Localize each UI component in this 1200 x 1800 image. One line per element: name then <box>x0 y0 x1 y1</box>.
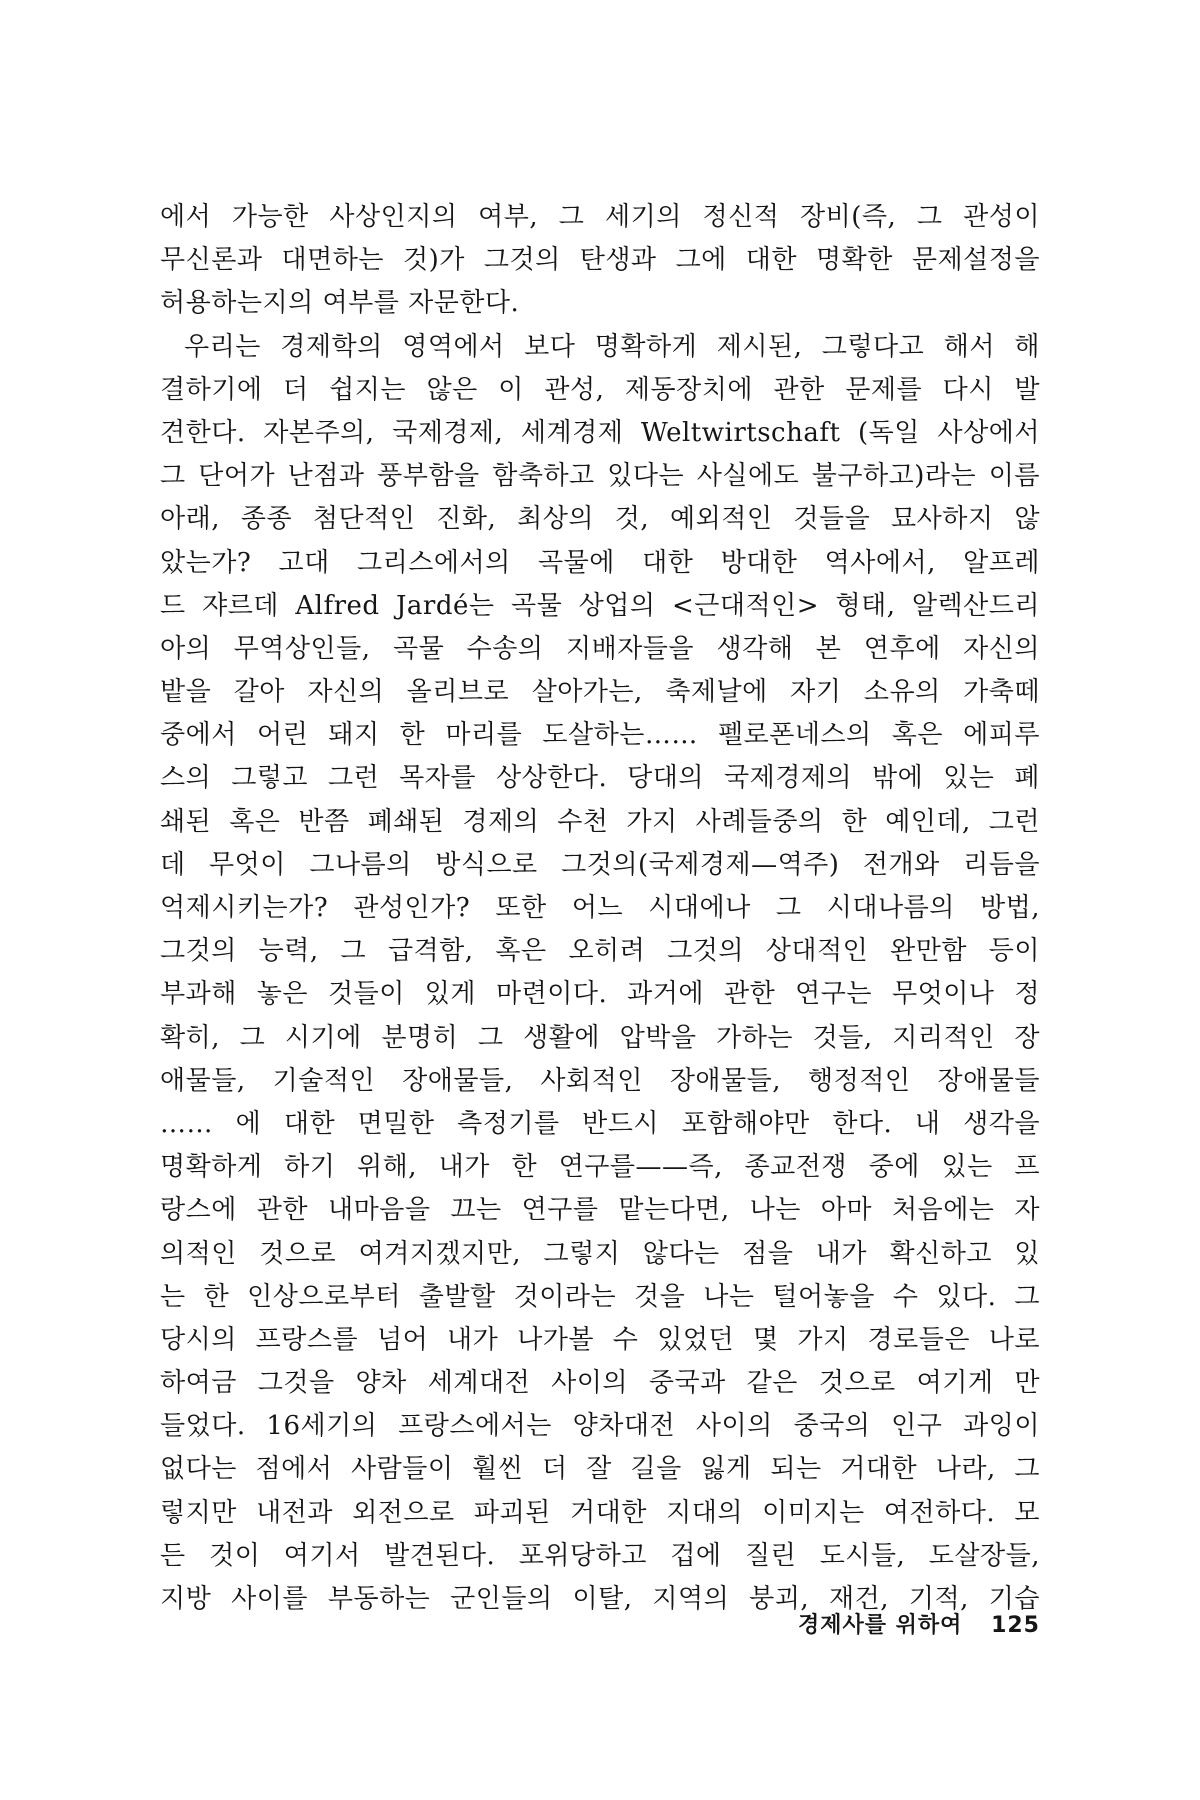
text-line: 억제시키는가? 관성인가? 또한 어느 시대에나 그 시대나름의 방법, <box>160 893 1040 923</box>
text-line: 확히, 그 시기에 분명히 그 생활에 압박을 가하는 것들, 지리적인 장 <box>160 1022 1040 1053</box>
text-line: 견한다. 자본주의, 국제경제, 세계경제 Weltwirtschaft (독일 사상에서 <box>160 417 1040 448</box>
text-line: 들었다. 16세기의 프랑스에서는 양차대전 사이의 중국의 인구 과잉이 <box>160 1411 1040 1442</box>
text-line: 드 쟈르데 Alfred Jardé는 곡물 상업의 <근대적인> 형태, 알렉산드리 <box>160 590 1040 621</box>
text-line: 그 단어가 난점과 풍부함을 함축하고 있다는 사실에도 불구하고)라는 이름 <box>160 461 1040 492</box>
text-line: 허용하는지의 여부를 자문한다. <box>160 288 520 319</box>
running-title: 경제사를 위하여 <box>797 1613 963 1638</box>
body-text <box>160 196 1040 1621</box>
text-line: 우리는 경제학의 영역에서 보다 명확하게 제시된, 그렇다고 해서 해 <box>184 331 1040 362</box>
text-line: 명확하게 하기 위해, 내가 한 연구를——즉, 종교전쟁 중에 있는 프 <box>160 1152 1040 1183</box>
text-line: 데 무엇이 그나름의 방식으로 그것의(국제경제—역주) 전개와 리듬을 <box>160 849 1040 880</box>
text-line: 아의 무역상인들, 곡물 수송의 지배자들을 생각해 본 연후에 자신의 <box>160 633 1040 664</box>
text-line: 그것의 능력, 그 급격함, 혹은 오히려 그것의 상대적인 완만함 등이 <box>160 936 1040 967</box>
text-line: 쇄된 혹은 반쯤 폐쇄된 경제의 수천 가지 사례들중의 한 예인데, 그런 <box>160 806 1040 837</box>
text-line: 중에서 어린 돼지 한 마리를 도살하는…… 펠로폰네스의 혹은 에피루 <box>160 720 1040 751</box>
text-line: 당시의 프랑스를 넘어 내가 나가볼 수 있었던 몇 가지 경로들은 나로 <box>160 1324 1040 1355</box>
running-footer <box>700 1608 1040 1639</box>
text-line: 는 한 인상으로부터 출발할 것이라는 것을 나는 털어놓을 수 있다. 그 <box>160 1281 1040 1312</box>
text-line: 스의 그렇고 그런 목자를 상상한다. 당대의 국제경제의 밖에 있는 폐 <box>160 763 1040 794</box>
text-line: 지방 사이를 부동하는 군인들의 이탈, 지역의 붕괴, 재건, 기적, 기습 <box>160 1584 1040 1614</box>
text-line: …… 에 대한 면밀한 측정기를 반드시 포함해야만 한다. 내 생각을 <box>160 1108 1040 1139</box>
text-line: 하여금 그것을 양차 세계대전 사이의 중국과 같은 것으로 여기게 만 <box>160 1368 1040 1399</box>
text-line: 밭을 갈아 자신의 올리브로 살아가는, 축제날에 자기 소유의 가축떼 <box>160 677 1040 708</box>
text-line: 에서 가능한 사상인지의 여부, 그 세기의 정신적 장비(즉, 그 관성이 <box>160 202 1040 232</box>
text-line: 무신론과 대면하는 것)가 그것의 탄생과 그에 대한 명확한 문제설정을 <box>160 245 1040 276</box>
text-line: 든 것이 여기서 발견된다. 포위당하고 겁에 질린 도시들, 도살장들, <box>160 1540 1040 1571</box>
page-number: 125 <box>991 1613 1040 1638</box>
text-line: 렇지만 내전과 외전으로 파괴된 거대한 지대의 이미지는 여전하다. 모 <box>160 1497 1040 1528</box>
text-line: 없다는 점에서 사람들이 훨씬 더 잘 길을 잃게 되는 거대한 나라, 그 <box>160 1454 1040 1485</box>
text-line: 부과해 놓은 것들이 있게 마련이다. 과거에 관한 연구는 무엇이나 정 <box>160 979 1040 1010</box>
text-line: 의적인 것으로 여겨지겠지만, 그렇지 않다는 점을 내가 확신하고 있 <box>160 1238 1040 1269</box>
text-line: 애물들, 기술적인 장애물들, 사회적인 장애물들, 행정적인 장애물들 <box>160 1065 1040 1096</box>
text-line: 아래, 종종 첨단적인 진화, 최상의 것, 예외적인 것들을 묘사하지 않 <box>160 504 1040 535</box>
text-line: 았는가? 고대 그리스에서의 곡물에 대한 방대한 역사에서, 알프레 <box>160 547 1040 578</box>
text-line: 랑스에 관한 내마음을 끄는 연구를 맡는다면, 나는 아마 처음에는 자 <box>160 1195 1040 1226</box>
text-line: 결하기에 더 쉽지는 않은 이 관성, 제동장치에 관한 문제를 다시 발 <box>160 374 1040 405</box>
